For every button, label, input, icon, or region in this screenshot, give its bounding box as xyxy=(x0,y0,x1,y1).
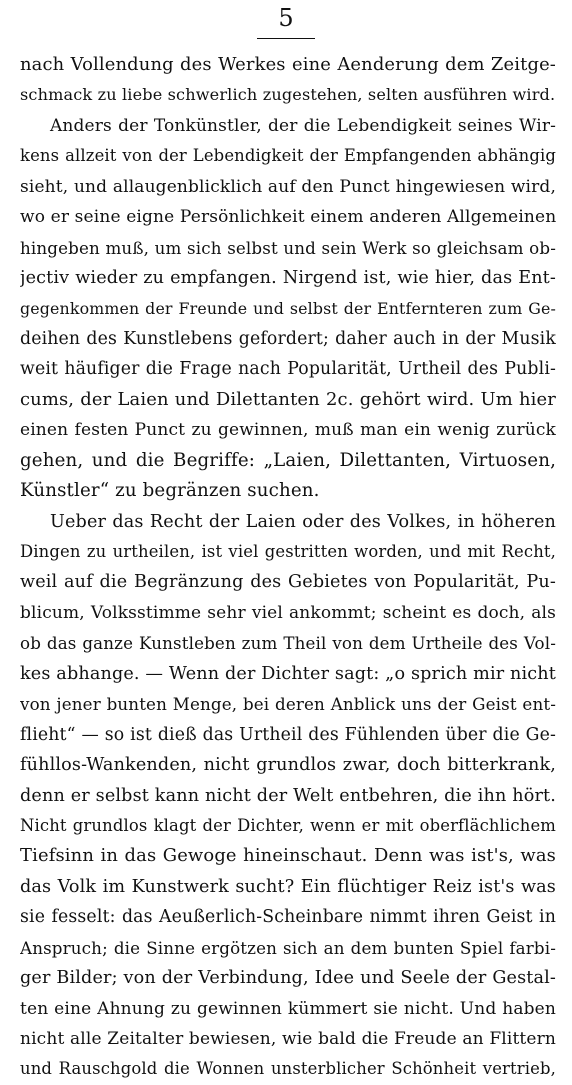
text-line: sie fesselt: das Aeußerlich-Scheinbare nimmt ihren Geist in xyxy=(20,907,556,928)
text-line: denn er selbst kann nicht der Welt entbehren, die ihn hört. xyxy=(20,785,556,806)
text-line: hingeben muß, um sich selbst und sein Werk so gleichsam ob- xyxy=(20,237,556,258)
body-text xyxy=(20,50,556,1085)
text-line: ger Bilder; von der Verbindung, Idee und Seele der Gestal- xyxy=(20,968,556,989)
text-line: Dingen zu urtheilen, ist viel gestritten worden, und mit Recht, xyxy=(20,542,556,561)
text-line: Nicht grundlos klagt der Dichter, wenn er mit oberflächlichem xyxy=(20,815,556,835)
header-rule xyxy=(257,38,315,39)
text-line: deihen des Kunstlebens gefordert; daher auch in der Musik xyxy=(20,328,556,349)
text-line: kens allzeit von der Lebendigkeit der Empfangenden abhängig xyxy=(20,146,556,166)
text-line: nach Vollendung des Werkes eine Aenderung dem Zeitge- xyxy=(20,54,556,75)
text-line: jectiv wieder zu empfangen. Nirgend ist, wie hier, das Ent- xyxy=(20,268,556,289)
text-line: blicum, Volksstimme sehr viel ankommt; scheint es doch, als xyxy=(20,602,556,623)
text-line: kes abhange. — Wenn der Dichter sagt: „o sprich mir nicht xyxy=(20,663,556,684)
text-line: flieht“ — so ist dieß das Urtheil des Fühlenden über die Ge- xyxy=(20,724,556,745)
text-line: ten eine Ahnung zu gewinnen kümmert sie nicht. Und haben xyxy=(20,998,556,1019)
text-line: Künstler“ zu begränzen suchen. xyxy=(20,480,320,502)
text-line: einen festen Punct zu gewinnen, muß man ein wenig zurück xyxy=(20,420,556,441)
text-line: wo er seine eigne Persönlichkeit einem anderen Allgemeinen xyxy=(20,207,556,228)
text-line: das Volk im Kunstwerk sucht? Ein flüchtiger Reiz ist's was xyxy=(20,876,556,897)
text-line: Anspruch; die Sinne ergötzen sich an dem bunten Spiel farbi- xyxy=(20,937,556,958)
text-line: gehen, und die Begriffe: „Laien, Dilettanten, Virtuosen, xyxy=(20,449,556,471)
text-line: gegenkommen der Freunde und selbst der Entfernteren zum Ge- xyxy=(20,298,556,318)
text-line: Ueber das Recht der Laien oder des Volkes, in höheren xyxy=(50,511,556,532)
text-line: nicht alle Zeitalter bewiesen, wie bald die Freude an Flittern xyxy=(20,1029,556,1049)
text-line: Tiefsinn in das Gewoge hineinschaut. Denn was ist's, was xyxy=(20,845,556,867)
text-line: Anders der Tonkünstler, der die Lebendigkeit seines Wir- xyxy=(50,115,556,136)
text-line: und Rauschgold die Wonnen unsterblicher Schönheit vertrieb, xyxy=(20,1059,556,1079)
text-line: ob das ganze Kunstleben zum Theil von dem Urtheile des Vol- xyxy=(20,633,556,654)
text-line: sieht, und allaugenblicklich auf den Punct hingewiesen wird, xyxy=(20,176,556,197)
text-line: weit häufiger die Frage nach Popularität, Urtheil des Publi- xyxy=(20,359,556,380)
text-line: fühllos-Wankenden, nicht grundlos zwar, doch bitterkrank, xyxy=(20,755,556,776)
text-line: weil auf die Begränzung des Gebietes von Popularität, Pu- xyxy=(20,572,556,593)
text-line: cums, der Laien und Dilettanten 2c. gehört wird. Um hier xyxy=(20,388,556,410)
page-number: 5 xyxy=(278,4,294,32)
text-line: von jener bunten Menge, bei deren Anblick uns der Geist ent- xyxy=(20,694,556,715)
text-line: schmack zu liebe schwerlich zugestehen, selten ausführen wird. xyxy=(20,85,556,105)
